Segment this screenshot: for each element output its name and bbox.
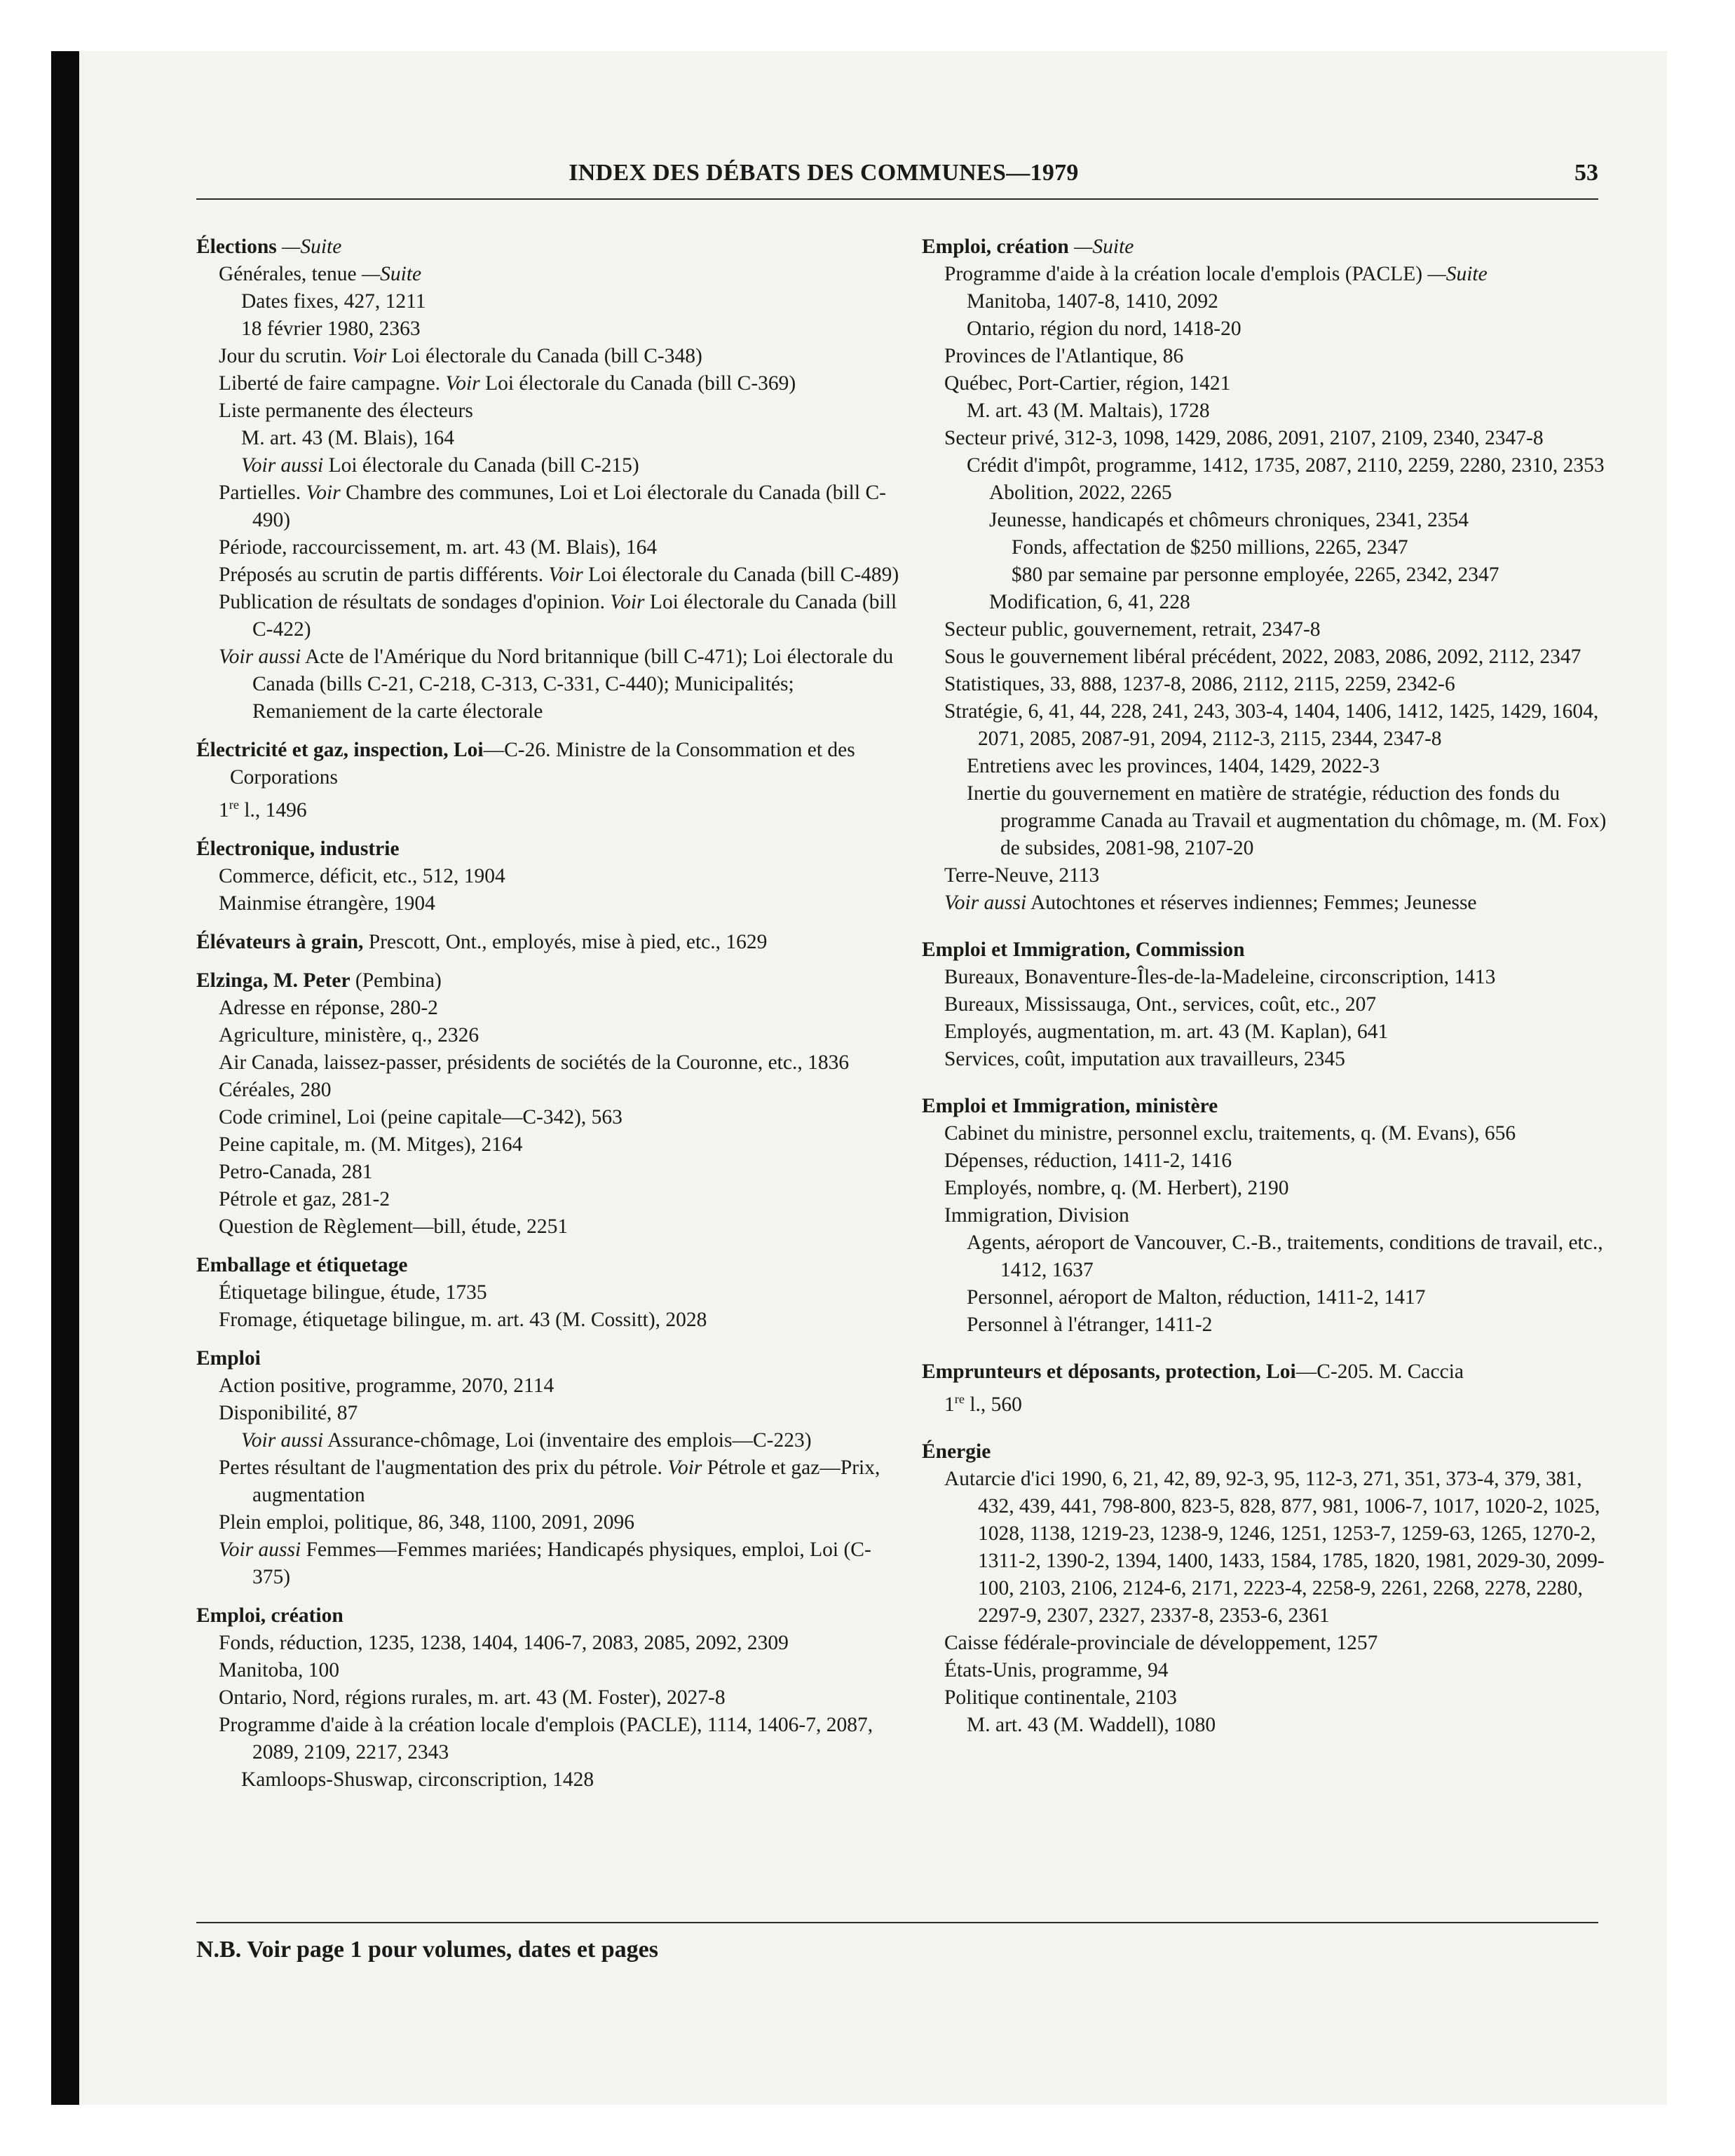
subentry: Liberté de faire campagne. Voir Loi électorale du Canada (bill C-369) bbox=[219, 372, 796, 395]
subentry: Programme d'aide à la création locale d'emplois (PACLE) —Suite bbox=[944, 263, 1488, 285]
subentry: Étiquetage bilingue, étude, 1735 bbox=[219, 1281, 487, 1304]
subentry: Autarcie d'ici 1990, 6, 21, 42, 89, 92-3, 95, 112-3, 271, 351, 373-4, 379, 381, 432, 439, 441, 798-800, 823-5, 828, 877, 981, 1006-7, 1017, 1020-2, 1025, 1028, 1138, 1219-23, 1238-9, 1246, 1251, 1253-7, 1259-63, 1265, 1270-2, 1311-2, 1390-2, 1394, 1400, 1433, 1584, 1785, 1820, 1981, 2029-30, 2099-100, 2103, 2106, 2124-6, 2171, 2223-4, 2258-9, 2261, 2268, 2278, 2280, 2297-9, 2307, 2327, 2337-8, 2353-6, 2361 bbox=[944, 1467, 1605, 1627]
subentry: Fromage, étiquetage bilingue, m. art. 43 (M. Cossitt), 2028 bbox=[219, 1308, 707, 1331]
heading-term: Emploi et Immigration, Commission bbox=[922, 939, 1245, 961]
heading-term: Emploi bbox=[196, 1346, 261, 1370]
subentry: Agents, aéroport de Vancouver, C.-B., traitements, conditions de travail, etc., 1412, 1637 bbox=[967, 1231, 1603, 1281]
subentry: Peine capitale, m. (M. Mitges), 2164 bbox=[219, 1133, 523, 1156]
entry-heading bbox=[196, 1345, 904, 1372]
subentry: Air Canada, laissez-passer, présidents de sociétés de la Couronne, etc., 1836 bbox=[219, 1051, 850, 1074]
subentry: Politique continentale, 2103 bbox=[944, 1686, 1177, 1709]
subentry: Secteur privé, 312-3, 1098, 1429, 2086, 2091, 2107, 2109, 2340, 2347-8 bbox=[944, 427, 1544, 449]
subentry: Agriculture, ministère, q., 2326 bbox=[219, 1023, 479, 1046]
subentry: Céréales, 280 bbox=[219, 1078, 332, 1101]
entry-heading bbox=[196, 1252, 904, 1279]
subentry: Personnel à l'étranger, 1411-2 bbox=[967, 1314, 1213, 1336]
cross-reference-label: Voir aussi bbox=[219, 646, 301, 668]
subentry: Commerce, déficit, etc., 512, 1904 bbox=[219, 864, 505, 887]
entry-heading bbox=[196, 929, 904, 956]
heading-suffix: —C-205. M. Caccia bbox=[1295, 1360, 1464, 1383]
subentry: Bureaux, Mississauga, Ont., services, coût, etc., 207 bbox=[944, 993, 1377, 1016]
index-entry bbox=[922, 1093, 1616, 1339]
subentry: Sous le gouvernement libéral précédent, 2022, 2083, 2086, 2092, 2112, 2347 bbox=[944, 646, 1581, 668]
subentry: Québec, Port-Cartier, région, 1421 bbox=[944, 372, 1231, 395]
index-entry bbox=[196, 1252, 904, 1334]
subentry: Entretiens avec les provinces, 1404, 1429, 2022-3 bbox=[967, 755, 1380, 777]
index-entry bbox=[196, 929, 904, 956]
cross-reference-label: Voir bbox=[548, 564, 583, 586]
subentry: Bureaux, Bonaventure-Îles-de-la-Madeleine, circonscription, 1413 bbox=[944, 966, 1496, 988]
subentry: Crédit d'impôt, programme, 1412, 1735, 2087, 2110, 2259, 2280, 2310, 2353 bbox=[967, 454, 1605, 477]
subentry: Pertes résultant de l'augmentation des prix du pétrole. Voir Pétrole et gaz—Prix, augmentation bbox=[219, 1456, 880, 1506]
subentry: Adresse en réponse, 280-2 bbox=[219, 996, 438, 1019]
subentry: Fonds, réduction, 1235, 1238, 1404, 1406-7, 2083, 2085, 2092, 2309 bbox=[219, 1631, 789, 1654]
index-entry bbox=[922, 233, 1616, 917]
cross-reference-label: Voir aussi bbox=[219, 1538, 301, 1561]
cross-reference-label: Voir bbox=[352, 345, 387, 367]
subentry: Statistiques, 33, 888, 1237-8, 2086, 2112, 2115, 2259, 2342-6 bbox=[944, 673, 1455, 695]
subentry: Manitoba, 1407-8, 1410, 2092 bbox=[967, 290, 1218, 313]
subentry: Ontario, région du nord, 1418-20 bbox=[967, 318, 1241, 340]
subentry: Inertie du gouvernement en matière de stratégie, réduction des fonds du programme Canada au Travail et augmentation du chômage, m. (M. Fox) de subsides, 2081-98, 2107-20 bbox=[967, 782, 1607, 859]
cross-reference-label: Voir aussi bbox=[944, 892, 1027, 914]
subentry: Publication de résultats de sondages d'opinion. Voir Loi électorale du Canada (bill C-422) bbox=[219, 591, 897, 641]
index-entry bbox=[196, 1602, 904, 1794]
index-column-left bbox=[196, 233, 904, 1805]
heading-term: Emploi et Immigration, ministère bbox=[922, 1095, 1218, 1117]
running-head bbox=[196, 160, 1598, 195]
heading-suffix: —Suite bbox=[1068, 236, 1134, 258]
subentry: Abolition, 2022, 2265 bbox=[989, 482, 1172, 504]
subentry: Cabinet du ministre, personnel exclu, traitements, q. (M. Evans), 656 bbox=[944, 1122, 1516, 1145]
subentry: Jeunesse, handicapés et chômeurs chroniques, 2341, 2354 bbox=[989, 509, 1469, 531]
subentry: Dates fixes, 427, 1211 bbox=[241, 290, 426, 313]
index-column-right bbox=[922, 233, 1616, 1750]
subentry: Mainmise étrangère, 1904 bbox=[219, 892, 435, 915]
subentry: Liste permanente des électeurs bbox=[219, 400, 473, 422]
subentry: États-Unis, programme, 94 bbox=[944, 1658, 1169, 1681]
entry-heading bbox=[196, 835, 904, 863]
entry-heading bbox=[196, 967, 904, 995]
subentry: Voir aussi Loi électorale du Canada (bill C-215) bbox=[241, 454, 639, 477]
heading-suffix: (Pembina) bbox=[350, 969, 442, 992]
cross-reference-label: Voir bbox=[445, 372, 480, 395]
heading-term: Élections bbox=[196, 236, 277, 258]
subentry: Immigration, Division bbox=[944, 1204, 1129, 1227]
cross-reference-label: Voir aussi bbox=[241, 1428, 324, 1452]
subentry: Voir aussi Acte de l'Amérique du Nord britannique (bill C-471); Loi électorale du Canada (bills C-21, C-218, C-313, C-331, C-440); Municipalités; Remaniement de la carte électorale bbox=[219, 646, 894, 723]
index-entry bbox=[196, 737, 904, 824]
heading-suffix: —Suite bbox=[276, 236, 342, 258]
subentry: Terre-Neuve, 2113 bbox=[944, 864, 1100, 887]
entry-heading bbox=[922, 1358, 1616, 1386]
heading-term: Elzinga, M. Peter bbox=[196, 969, 351, 992]
subentry: Caisse fédérale-provinciale de développement, 1257 bbox=[944, 1631, 1378, 1654]
subentry: Partielles. Voir Chambre des communes, Loi et Loi électorale du Canada (bill C-490) bbox=[219, 482, 886, 531]
index-entry bbox=[922, 936, 1616, 1073]
subentry: Pétrole et gaz, 281-2 bbox=[219, 1187, 390, 1210]
subentry: Fonds, affectation de $250 millions, 2265, 2347 bbox=[1012, 536, 1408, 559]
subentry: 18 février 1980, 2363 bbox=[241, 318, 421, 340]
subentry: Voir aussi Autochtones et réserves indiennes; Femmes; Jeunesse bbox=[944, 892, 1477, 914]
subentry: Préposés au scrutin de partis différents. Voir Loi électorale du Canada (bill C-489) bbox=[219, 564, 899, 586]
entry-heading bbox=[922, 233, 1616, 261]
ordinal-suffix: re bbox=[954, 1392, 965, 1406]
cross-reference-label: Voir bbox=[306, 482, 341, 504]
entry-heading bbox=[196, 737, 904, 791]
entry-heading bbox=[922, 1093, 1616, 1120]
index-entry bbox=[196, 835, 904, 917]
heading-term: Électronique, industrie bbox=[196, 837, 400, 860]
heading-term: Emploi, création bbox=[196, 1604, 343, 1627]
subentry: Ontario, Nord, régions rurales, m. art. 43 (M. Foster), 2027-8 bbox=[219, 1686, 726, 1709]
subentry: Employés, nombre, q. (M. Herbert), 2190 bbox=[944, 1177, 1289, 1199]
heading-term: Élévateurs à grain, bbox=[196, 930, 364, 953]
subentry: 1re l., 1496 bbox=[219, 798, 307, 821]
subentry: Manitoba, 100 bbox=[219, 1658, 340, 1681]
index-entry bbox=[196, 1345, 904, 1591]
subentry: Services, coût, imputation aux travailleurs, 2345 bbox=[944, 1048, 1345, 1070]
subentry: Jour du scrutin. Voir Loi électorale du Canada (bill C-348) bbox=[219, 345, 702, 367]
continued-marker: —Suite bbox=[1427, 263, 1488, 285]
subentry: Dépenses, réduction, 1411-2, 1416 bbox=[944, 1149, 1232, 1172]
continued-marker: —Suite bbox=[361, 263, 422, 285]
index-entry bbox=[922, 1438, 1616, 1739]
subentry: Secteur public, gouvernement, retrait, 2347-8 bbox=[944, 618, 1321, 641]
cross-reference-label: Voir bbox=[610, 591, 645, 613]
footnote: N.B. Voir page 1 pour volumes, dates et pages bbox=[196, 1937, 658, 1963]
subentry: Action positive, programme, 2070, 2114 bbox=[219, 1374, 554, 1397]
page-number: 53 bbox=[1574, 160, 1598, 186]
subentry: Code criminel, Loi (peine capitale—C-342), 563 bbox=[219, 1105, 622, 1128]
heading-term: Emballage et étiquetage bbox=[196, 1253, 408, 1276]
subentry: Kamloops-Shuswap, circonscription, 1428 bbox=[241, 1768, 594, 1791]
entry-heading bbox=[196, 233, 904, 261]
subentry: Question de Règlement—bill, étude, 2251 bbox=[219, 1215, 569, 1238]
subentry: Voir aussi Femmes—Femmes mariées; Handicapés physiques, emploi, Loi (C-375) bbox=[219, 1538, 871, 1588]
entry-heading bbox=[922, 1438, 1616, 1466]
subentry: Disponibilité, 87 bbox=[219, 1401, 358, 1424]
entry-heading bbox=[196, 1602, 904, 1630]
cross-reference-label: Voir aussi bbox=[241, 454, 324, 477]
subentry: Voir aussi Assurance-chômage, Loi (inventaire des emplois—C-223) bbox=[241, 1428, 812, 1452]
footer-rule bbox=[196, 1922, 1598, 1923]
heading-term: Énergie bbox=[922, 1440, 991, 1463]
subentry: Programme d'aide à la création locale d'emplois (PACLE), 1114, 1406-7, 2087, 2089, 2109, 2217, 2343 bbox=[219, 1713, 873, 1763]
index-entry bbox=[196, 967, 904, 1241]
subentry: Générales, tenue —Suite bbox=[219, 263, 422, 285]
subentry: M. art. 43 (M. Waddell), 1080 bbox=[967, 1713, 1216, 1736]
subentry: Période, raccourcissement, m. art. 43 (M. Blais), 164 bbox=[219, 536, 658, 559]
subentry: Petro-Canada, 281 bbox=[219, 1160, 373, 1183]
ordinal-suffix: re bbox=[229, 798, 239, 812]
subentry: Modification, 6, 41, 228 bbox=[989, 591, 1190, 613]
subentry: Provinces de l'Atlantique, 86 bbox=[944, 345, 1184, 367]
subentry: $80 par semaine par personne employée, 2265, 2342, 2347 bbox=[1012, 564, 1499, 586]
subentry: Plein emploi, politique, 86, 348, 1100, 2091, 2096 bbox=[219, 1510, 634, 1534]
binding-edge bbox=[51, 51, 79, 2105]
page-title: INDEX DES DÉBATS DES COMMUNES—1979 bbox=[569, 160, 1079, 186]
subentry: M. art. 43 (M. Maltais), 1728 bbox=[967, 400, 1210, 422]
subentry: Stratégie, 6, 41, 44, 228, 241, 243, 303-4, 1404, 1406, 1412, 1425, 1429, 1604, 2071, 2085, 2087-91, 2094, 2112-3, 2115, 2344, 2347-8 bbox=[944, 700, 1599, 750]
subentry: Employés, augmentation, m. art. 43 (M. Kaplan), 641 bbox=[944, 1021, 1389, 1043]
heading-term: Emprunteurs et déposants, protection, Loi bbox=[922, 1360, 1296, 1383]
heading-term: Électricité et gaz, inspection, Loi bbox=[196, 739, 484, 761]
subentry: Personnel, aéroport de Malton, réduction, 1411-2, 1417 bbox=[967, 1286, 1426, 1309]
index-entry bbox=[196, 233, 904, 725]
index-entry bbox=[922, 1358, 1616, 1419]
heading-suffix: Prescott, Ont., employés, mise à pied, etc., 1629 bbox=[363, 930, 768, 953]
heading-suffix: —C-26. Ministre de la Consommation et des Corporations bbox=[230, 739, 855, 789]
subentry: M. art. 43 (M. Blais), 164 bbox=[241, 427, 454, 449]
entry-heading bbox=[922, 936, 1616, 964]
heading-term: Emploi, création bbox=[922, 236, 1069, 258]
subentry: 1re l., 560 bbox=[944, 1392, 1022, 1416]
cross-reference-label: Voir bbox=[667, 1456, 702, 1479]
header-rule bbox=[196, 198, 1598, 200]
